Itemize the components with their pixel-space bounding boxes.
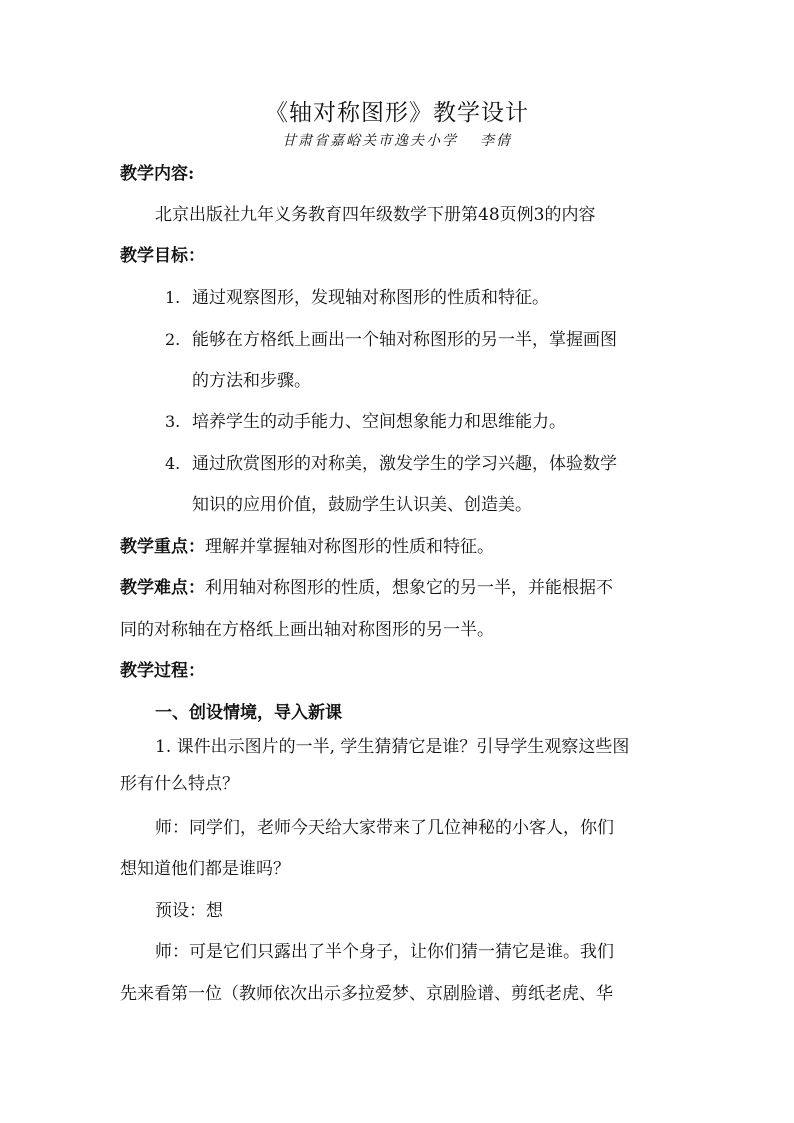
process-heading: 教学过程： — [120, 661, 205, 681]
objective-number: 3. — [165, 412, 181, 431]
difficulty-text-line: 同的对称轴在方格纸上画出轴对称图形的另一半。 — [120, 620, 494, 640]
difficulty-text-line: 利用轴对称图形的性质，想象它的另一半，并能根据不 — [205, 578, 613, 598]
objective-item-line: 通过观察图形，发现轴对称图形的性质和特征。 — [192, 288, 549, 308]
key-point — [120, 535, 680, 559]
content-text: 北京出版社九年义务教育四年级数学下册第48页例3的内容 — [155, 205, 596, 225]
objective-item-line: 的方法和步骤。 — [192, 371, 311, 391]
objective-item-line: 培养学生的动手能力、空间想象能力和思维能力。 — [192, 412, 566, 432]
paragraph-line: 预设：想 — [155, 901, 223, 921]
section-title: 一、创设情境，导入新课 — [155, 703, 342, 723]
objective-number: 4. — [165, 454, 181, 473]
objectives-heading: 教学目标： — [120, 246, 205, 266]
document-title: 《轴对称图形》教学设计 — [265, 100, 529, 126]
paragraph-line: 师：同学们，老师今天给大家带来了几位神秘的小客人，你们 — [155, 818, 614, 838]
objective-item-line: 通过欣赏图形的对称美，激发学生的学习兴趣，体验数学 — [192, 454, 617, 474]
difficulty — [120, 576, 680, 600]
objective-item-line: 能够在方格纸上画出一个轴对称图形的另一半，掌握画图 — [192, 330, 617, 350]
content-heading: 教学内容: — [120, 164, 195, 184]
paragraph-line: 形有什么特点？ — [120, 774, 239, 794]
paragraph-line: 师：可是它们只露出了半个身子，让你们猜一猜它是谁。我们 — [155, 942, 614, 962]
objective-number: 2. — [165, 330, 181, 349]
difficulty-label: 教学难点： — [120, 578, 205, 598]
objective-number: 1. — [165, 288, 181, 307]
paragraph-line: 想知道他们都是谁吗？ — [120, 859, 290, 879]
key-point-text: 理解并掌握轴对称图形的性质和特征。 — [205, 537, 494, 557]
author-line — [0, 130, 794, 150]
author-name: 李倩 — [480, 133, 512, 149]
author-school: 甘肃省嘉峪关市逸夫小学 — [282, 133, 458, 149]
paragraph-line: 1. 课件出示图片的一半, 学生猜猜它是谁？引导学生观察这些图 — [155, 737, 630, 757]
objective-item-line: 知识的应用价值，鼓励学生认识美、创造美。 — [192, 495, 532, 515]
key-point-label: 教学重点： — [120, 537, 205, 557]
paragraph-line: 先来看第一位（教师依次出示多拉爱梦、京剧脸谱、剪纸老虎、华 — [120, 984, 613, 1004]
